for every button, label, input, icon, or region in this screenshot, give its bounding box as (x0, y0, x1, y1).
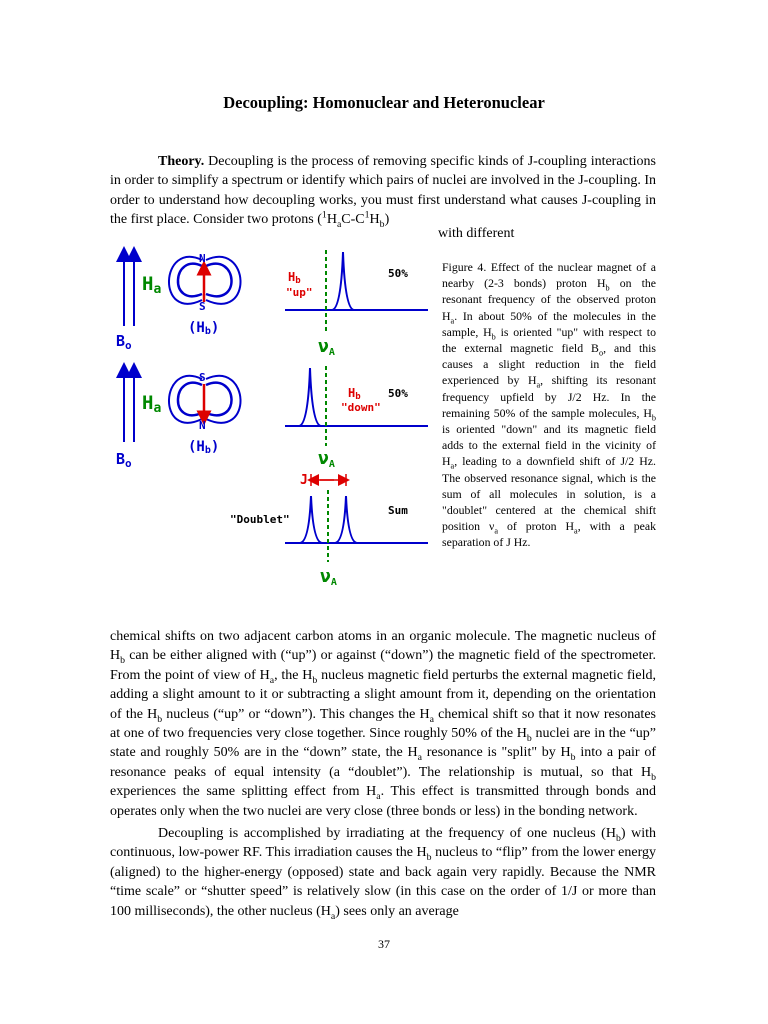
theory-paragraph (110, 152, 656, 230)
ha-label: Ha (142, 392, 162, 416)
theory-tail: with different (438, 226, 515, 241)
b0-label: $B_o$ (116, 332, 132, 352)
ha-label: Ha (142, 273, 162, 297)
page-number: 37 (378, 937, 390, 951)
panel-hb-up (116, 250, 428, 358)
theory-lead: Theory. (158, 154, 205, 169)
nu-a-label: νA (320, 566, 337, 588)
nu-a-label: νA (318, 448, 335, 470)
j-label: J (300, 473, 308, 488)
field-loop (178, 264, 202, 297)
body-paragraph-2: chemical shifts on two adjacent carbon atoms in an organic molecule. The magnetic nucleus of $H_b$ can be either aligned with (“up”) or against (“down”) the magnetic field of the spectrometer. From the point of view of $H_a$, the $H_b$ nucleus magnetic field perturbs the external magnetic field, adding a slight amount to it or subtracting a slight amount from it, depending on the orientation of the $H_b$ nucleus (“up” or “down”). This changes the $H_a$ chemical shift so that it now resonates at one of two frequencies very close together. Since roughly 50% of the $H_b$ nuclei are in the “up” state and roughly 50% are in the “down” state, the $H_a$ resonance is "split" by $H_b$ into a pair of resonance peaks of equal intensity (a “doublet”). The relationship is mutual, so that $H_b$ experiences the same splitting effect from $H_a$. This effect is transmitted through bonds and operates only when the two nuclei are very close (three bonds or less) in the bonding network. (110, 629, 657, 819)
resonance-peak (332, 252, 354, 310)
formula: $^1H_aC-C^1H_b$) (321, 209, 390, 231)
panel-hb-down (116, 366, 428, 470)
resonance-peak (335, 496, 357, 543)
body-paragraph-3: Decoupling is accomplished by irradiating at the frequency of one nucleus $(H_b)$ with continuous, low-power RF. This irradiation causes the $H_b$ nucleus to “flip” from the lower energy (aligned) to the higher-energy (opposed) state and back again very rapidly. Because the NMR “time scale” or “shutter speed” is relatively slow (in this case on the order of 1/J or more than 100 milliseconds), the other nucleus $(H_a)$ sees only an average (110, 826, 657, 922)
hb-label: Hb (288, 270, 301, 286)
nu-a-label: νA (318, 336, 335, 358)
south-label: S (199, 371, 206, 384)
hb-paren-label: (Hb) (188, 439, 220, 456)
nmr-coupling-figure (110, 246, 435, 594)
theory-text: Decoupling is the process of removing specific kinds of J-coupling interactions in order to simplify a spectrum or identify which pairs of nuclei are involved in the J-coupling. In order to understand how decoupling works, you must first understand what causes J-coupling in the first place. Consider two protons ( (110, 154, 657, 228)
percent-label: 50% (388, 267, 408, 280)
resonance-peak (299, 368, 321, 426)
field-loop (178, 383, 202, 416)
resonance-peak (300, 496, 322, 543)
doublet-label: "Doublet" (230, 513, 290, 526)
sum-label: Sum (388, 504, 408, 517)
percent-label: 50% (388, 387, 408, 400)
page-title: Decoupling: Homonuclear and Heteronuclear (223, 93, 545, 112)
south-label: S (199, 300, 206, 313)
b0-label: $B_o$ (116, 450, 132, 470)
hb-label: Hb (348, 386, 361, 402)
north-label: N (199, 419, 206, 432)
north-label: N (199, 252, 206, 265)
up-label: "up" (286, 286, 313, 299)
figure-caption: Figure 4. Effect of the nuclear magnet of a nearby (2-3 bonds) proton $H_b$ on the resonant frequency of the observed proton $H_a$. In about 50% of the molecules in the sample, $H_b$ is oriented "up" with respect to the external magnetic field $B_o$, and this causes a slight reduction in the field experienced by $H_a$, shifting its resonant frequency upfield by J/2 Hz. In the remaining 50% of the sample molecules, $H_b$ is oriented "down" and its magnetic field adds to the external field in the vicinity of $H_a$, leading to a downfield shift of J/2 Hz. The observed resonance signal, which is the sum of all molecules in solution, is a "doublet" centered at the chemical shift position $\nu_a$ of proton $H_a$, with a peak separation of J Hz. (442, 260, 656, 550)
hb-paren-label: (Hb) (188, 320, 220, 337)
panel-sum-doublet (230, 473, 428, 588)
down-label: "down" (341, 401, 381, 414)
field-loop (206, 264, 232, 297)
field-loop (206, 383, 232, 416)
